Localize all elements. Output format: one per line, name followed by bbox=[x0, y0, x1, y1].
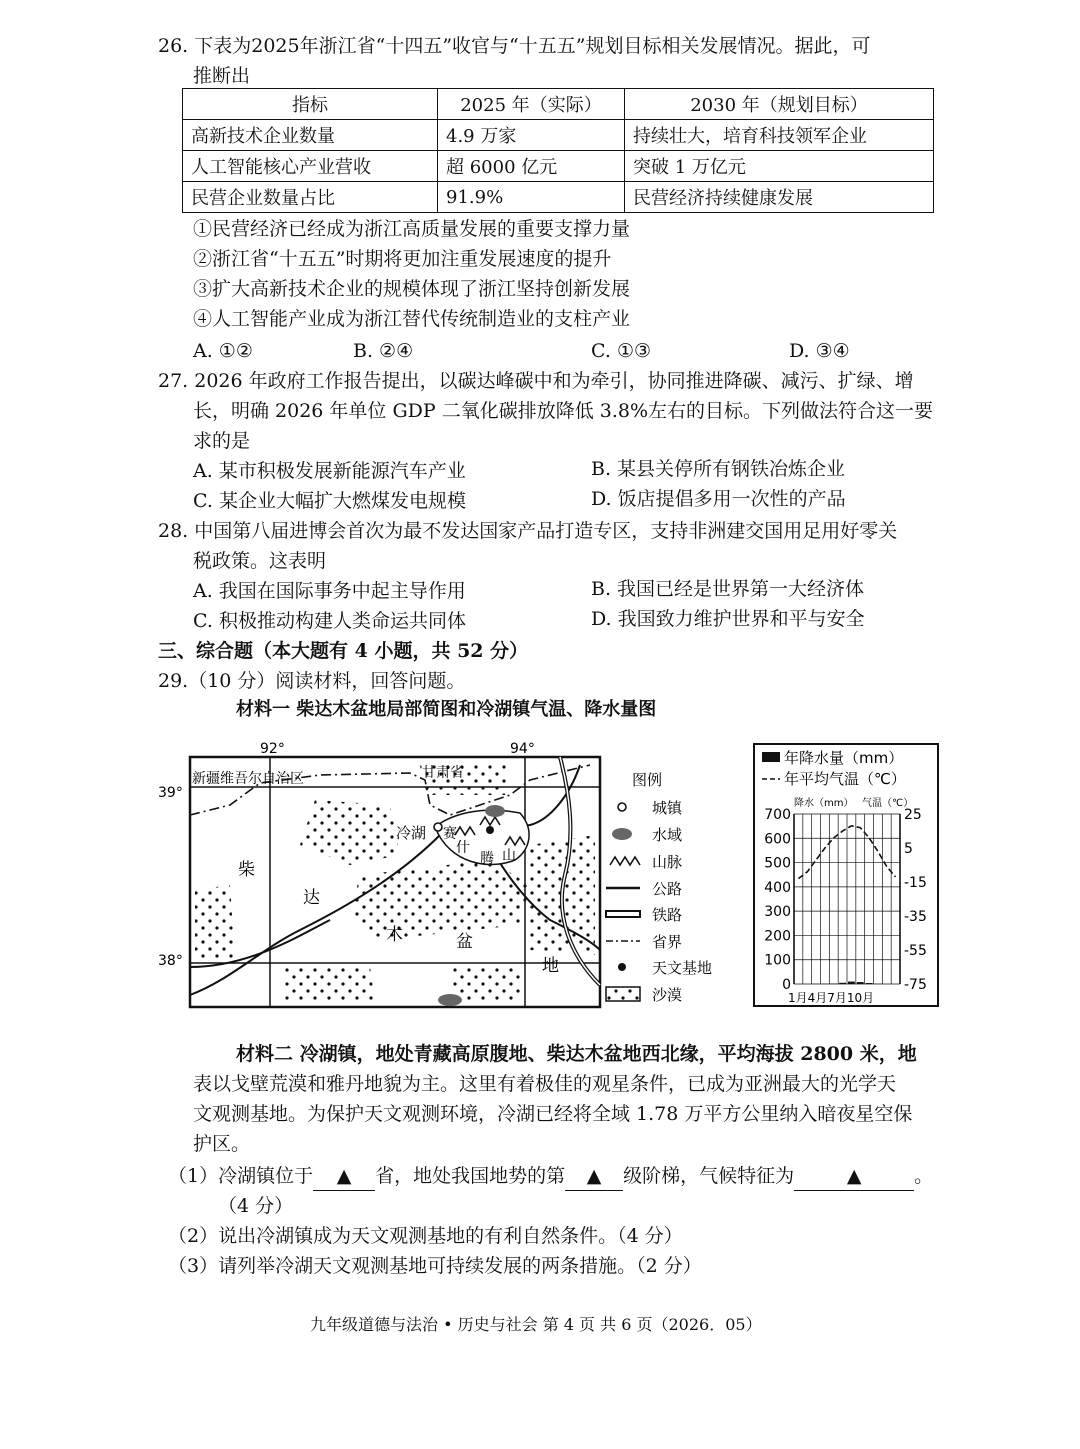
q27-option-b[interactable]: B. 某县关停所有钢铁冶炼企业 bbox=[591, 458, 846, 480]
q26-table bbox=[182, 88, 934, 213]
answer-blank-step[interactable] bbox=[565, 1162, 623, 1191]
precip-bar bbox=[848, 982, 855, 984]
label-da: 达 bbox=[303, 888, 320, 908]
lon-label-94: 94° bbox=[510, 741, 535, 757]
blank-marker: ▲ bbox=[336, 1165, 352, 1187]
table-cell: 人工智能核心产业营收 bbox=[183, 151, 438, 182]
q26-statement-3: ③扩大高新技术企业的规模体现了浙江坚持创新发展 bbox=[193, 278, 631, 300]
label-di: 地 bbox=[542, 956, 559, 976]
legend-desert-icon bbox=[606, 987, 640, 1001]
q26-option-d[interactable]: D. ③④ bbox=[789, 340, 850, 362]
table-row bbox=[183, 120, 934, 151]
material2-text: 材料二 冷湖镇，地处青藏高原腹地、柴达木盆地西北缘，平均海拔 2800 米，地 bbox=[236, 1043, 917, 1065]
q29-sub2: （2）说出冷湖镇成为天文观测基地的有利自然条件。（4 分） bbox=[168, 1225, 683, 1247]
label-sai: 赛 bbox=[443, 826, 457, 842]
q27-option-a[interactable]: A. 某市积极发展新能源汽车产业 bbox=[193, 460, 466, 482]
table-header: 2030 年（规划目标） bbox=[625, 89, 934, 120]
label-shan: 山 bbox=[502, 848, 516, 864]
legend-water-icon bbox=[612, 828, 632, 840]
q26-statement-2: ②浙江省“十五五”时期将更加注重发展速度的提升 bbox=[193, 248, 612, 270]
water-body bbox=[438, 994, 462, 1006]
left-tick-label: 400 bbox=[764, 879, 791, 896]
q26-option-b[interactable]: B. ②④ bbox=[353, 340, 414, 362]
table-cell: 持续壮大，培育科技领军企业 bbox=[625, 120, 934, 151]
material2-line2: 表以戈壁荒漠和雅丹地貌为主。这里有着极佳的观星条件，已成为亚洲最大的光学天 bbox=[193, 1073, 897, 1095]
left-tick-label: 0 bbox=[782, 977, 791, 993]
q26-option-a[interactable]: A. ①② bbox=[193, 340, 253, 362]
q29-sub1-points: （4 分） bbox=[218, 1195, 294, 1217]
right-axis-title: 气温（℃） bbox=[862, 798, 914, 809]
label-gansu: 甘肃省 bbox=[422, 765, 464, 781]
left-tick-label: 100 bbox=[764, 952, 791, 969]
answer-blank-province[interactable] bbox=[313, 1162, 375, 1191]
qaidam-basin-map bbox=[150, 735, 740, 1015]
q28-option-a[interactable]: A. 我国在国际事务中起主导作用 bbox=[193, 580, 466, 602]
q27-option-d[interactable]: D. 饭店提倡多用一次性的产品 bbox=[591, 488, 846, 510]
q28-option-d[interactable]: D. 我国致力维护世界和平与安全 bbox=[591, 608, 865, 630]
material2-line1 bbox=[236, 1040, 917, 1068]
blank-marker: ▲ bbox=[586, 1165, 602, 1187]
right-tick-label: -15 bbox=[904, 875, 927, 891]
answer-blank-climate[interactable] bbox=[794, 1162, 914, 1191]
q28-stem-line1: 28. 中国第八届进博会首次为最不发达国家产品打造专区，支持非洲建交国用足用好零关 bbox=[158, 520, 898, 542]
sub1-part-d: 。 bbox=[914, 1165, 934, 1187]
left-tick-label: 600 bbox=[764, 831, 791, 848]
left-axis-title: 降水（mm） bbox=[794, 798, 854, 809]
q28-option-b[interactable]: B. 我国已经是世界第一大经济体 bbox=[591, 578, 865, 600]
legend-town-icon bbox=[618, 803, 626, 811]
material1-title: 材料一 柴达木盆地局部简图和冷湖镇气温、降水量图 bbox=[236, 699, 657, 720]
table-row bbox=[183, 182, 934, 213]
legend-mountain: 山脉 bbox=[652, 853, 683, 871]
material2-line3: 文观测基地。为保护天文观测环境，冷湖已经将全域 1.78 万平方公里纳入暗夜星空保 bbox=[193, 1103, 913, 1125]
section-3-heading: 三、综合题（本大题有 4 小题，共 52 分） bbox=[158, 640, 529, 662]
x-axis-labels: 1月4月7月10月 bbox=[788, 991, 875, 1005]
q26-statement-4: ④人工智能产业成为浙江替代传统制造业的支柱产业 bbox=[193, 308, 631, 330]
q29-sub3: （3）请列举冷湖天文观测基地可持续发展的两条措施。（2 分） bbox=[168, 1255, 702, 1277]
lenghu-climate-chart bbox=[752, 742, 942, 1010]
q26-statement-1: ①民营经济已经成为浙江高质量发展的重要支撑力量 bbox=[193, 218, 631, 240]
sub1-part-b: 省，地处我国地势的第 bbox=[375, 1165, 566, 1187]
label-pen: 盆 bbox=[456, 932, 473, 952]
right-tick-label: -35 bbox=[904, 909, 927, 925]
right-tick-label: -75 bbox=[904, 977, 927, 993]
sub1-part-c: 级阶梯，气候特征为 bbox=[623, 1165, 795, 1187]
label-shi: 什 bbox=[456, 840, 470, 856]
material2-line4: 护区。 bbox=[193, 1133, 251, 1155]
label-mu: 木 bbox=[386, 925, 403, 945]
table-header-row bbox=[183, 89, 934, 120]
table-cell: 突破 1 万亿元 bbox=[625, 151, 934, 182]
legend-mountain-icon bbox=[610, 857, 640, 865]
legend-title: 图例 bbox=[632, 771, 663, 789]
right-tick-label: -55 bbox=[904, 943, 927, 959]
lat-label-38: 38° bbox=[158, 953, 183, 969]
legend-desert: 沙漠 bbox=[652, 986, 683, 1004]
table-cell: 91.9% bbox=[438, 182, 625, 213]
legend-railway: 铁路 bbox=[652, 906, 683, 924]
left-tick-label: 300 bbox=[764, 904, 791, 921]
astronomy-base-marker bbox=[486, 826, 494, 834]
q26-option-c[interactable]: C. ①③ bbox=[591, 340, 652, 362]
page-footer: 九年级道德与法治 • 历史与社会 第 4 页 共 6 页（2026．05） bbox=[310, 1315, 762, 1334]
q28-option-c[interactable]: C. 积极推动构建人类命运共同体 bbox=[193, 610, 466, 632]
desert-area bbox=[195, 885, 235, 960]
precip-legend-icon bbox=[762, 752, 780, 762]
table-cell: 4.9 万家 bbox=[438, 120, 625, 151]
table-cell: 超 6000 亿元 bbox=[438, 151, 625, 182]
legend-border: 省界 bbox=[652, 933, 683, 951]
table-cell: 民营企业数量占比 bbox=[183, 182, 438, 213]
legend-town: 城镇 bbox=[652, 799, 683, 817]
right-tick-label: 25 bbox=[904, 807, 922, 823]
legend-railway-icon bbox=[606, 911, 640, 917]
q27-stem-line2: 长，明确 2026 年单位 GDP 二氧化碳排放降低 3.8%左右的目标。下列做法符合这一要 bbox=[193, 400, 934, 422]
q26-stem-line1: 26. 下表为2025年浙江省“十四五”收官与“十五五”规划目标相关发展情况。据此，可 bbox=[158, 35, 871, 57]
lon-label-92: 92° bbox=[260, 741, 285, 757]
precip-bar bbox=[857, 982, 864, 984]
sub1-part-a: （1）冷湖镇位于 bbox=[168, 1165, 314, 1187]
precip-bar bbox=[839, 983, 846, 984]
q29-sub1 bbox=[168, 1162, 933, 1191]
left-tick-label: 200 bbox=[764, 928, 791, 945]
q27-option-c[interactable]: C. 某企业大幅扩大燃煤发电规模 bbox=[193, 490, 466, 512]
blank-marker: ▲ bbox=[846, 1165, 862, 1187]
precip-legend: 年降水量（mm） bbox=[784, 749, 904, 767]
legend-water: 水域 bbox=[652, 826, 683, 844]
q26-stem-line2: 推断出 bbox=[193, 65, 251, 87]
precip-bar bbox=[866, 983, 873, 984]
right-tick-label: 5 bbox=[904, 841, 913, 857]
label-chai: 柴 bbox=[238, 860, 255, 880]
legend-astro-icon bbox=[618, 963, 626, 971]
q28-stem-line2: 税政策。这表明 bbox=[193, 550, 327, 572]
legend-road: 公路 bbox=[652, 880, 683, 898]
table-header: 2025 年（实际） bbox=[438, 89, 625, 120]
table-row bbox=[183, 151, 934, 182]
left-tick-label: 500 bbox=[764, 855, 791, 872]
label-lenghu: 冷湖 bbox=[396, 824, 427, 842]
legend-astro: 天文基地 bbox=[652, 959, 713, 977]
q29-stem: 29.（10 分）阅读材料，回答问题。 bbox=[158, 670, 466, 692]
town-marker bbox=[434, 823, 442, 831]
desert-area bbox=[285, 967, 375, 1003]
left-tick-label: 700 bbox=[764, 807, 791, 823]
water-body bbox=[485, 805, 505, 817]
q27-stem-line1: 27. 2026 年政府工作报告提出，以碳达峰碳中和为牵引，协同推进降碳、减污、扩绿、增 bbox=[158, 370, 914, 392]
lat-label-39: 39° bbox=[158, 785, 183, 801]
label-xinjiang: 新疆维吾尔自治区 bbox=[192, 771, 304, 787]
table-cell: 民营经济持续健康发展 bbox=[625, 182, 934, 213]
table-header: 指标 bbox=[183, 89, 438, 120]
q27-stem-line3: 求的是 bbox=[193, 430, 251, 452]
table-cell: 高新技术企业数量 bbox=[183, 120, 438, 151]
temp-legend: 年平均气温（℃） bbox=[784, 770, 906, 788]
label-teng: 腾 bbox=[480, 851, 494, 867]
